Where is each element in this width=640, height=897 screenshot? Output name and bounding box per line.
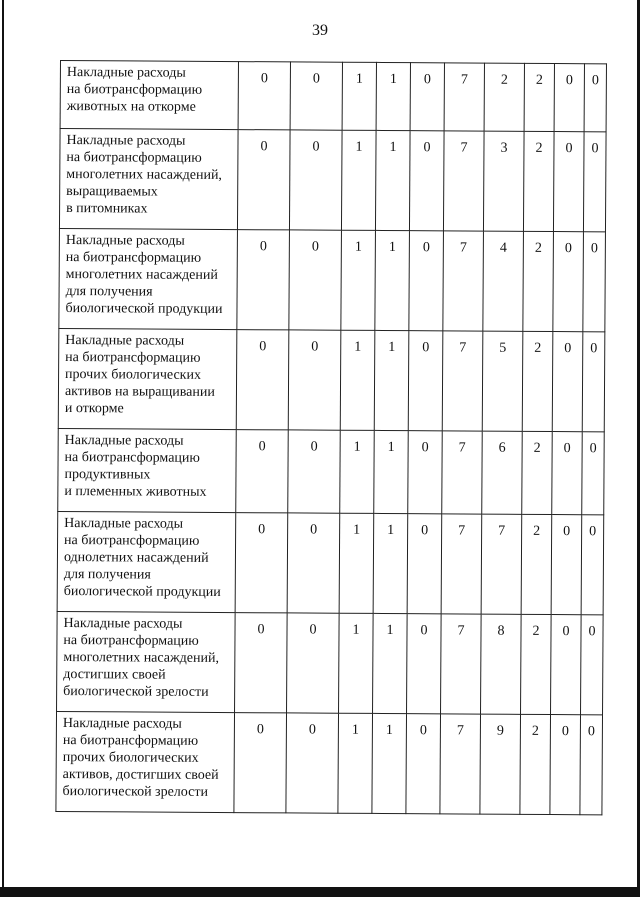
- row-label-line: активов на выращивании: [64, 384, 215, 400]
- code-digit: 1: [341, 230, 376, 330]
- row-label-line: животных на откорме: [66, 99, 196, 115]
- table-row: [59, 129, 606, 232]
- row-label-line: многолетних насаждений,: [63, 650, 220, 666]
- row-label-line: в питомниках: [66, 201, 148, 217]
- code-digit: 5: [482, 331, 523, 431]
- code-digit: 0: [580, 715, 603, 815]
- code-digit: 1: [373, 613, 408, 713]
- row-label: [57, 611, 236, 712]
- table-row: [58, 328, 605, 431]
- code-digit: 1: [340, 330, 375, 430]
- code-digit: 0: [553, 232, 584, 332]
- row-label-line: биологической продукции: [63, 584, 221, 600]
- code-digit: 1: [340, 430, 375, 513]
- row-label-line: на биотрансформацию: [64, 450, 200, 466]
- code-digit: 0: [237, 130, 290, 230]
- code-digit: 0: [236, 430, 289, 513]
- code-digit: 0: [407, 614, 442, 714]
- code-digit: 0: [582, 432, 605, 515]
- code-digit: 0: [581, 515, 604, 615]
- row-label-line: на биотрансформацию: [66, 82, 203, 98]
- code-digit: 7: [443, 231, 484, 331]
- row-label-line: достигших своей: [63, 667, 166, 683]
- code-digit: 0: [236, 330, 289, 430]
- code-digit: 1: [375, 230, 410, 330]
- code-digit: 0: [581, 615, 604, 715]
- code-digit: 8: [481, 614, 522, 714]
- code-digit: 1: [342, 62, 376, 130]
- code-digit: 7: [443, 131, 484, 231]
- code-digit: 1: [374, 330, 409, 430]
- code-digit: 4: [483, 231, 524, 331]
- code-digit: 7: [442, 331, 483, 431]
- row-label-line: биологической зрелости: [63, 684, 209, 700]
- code-digit: 7: [444, 63, 484, 131]
- row-label-line: активов, достигших своей: [62, 767, 219, 783]
- code-digit: 9: [480, 714, 521, 814]
- code-digit: 0: [551, 615, 582, 715]
- row-label-line: многолетних насаждений: [65, 267, 218, 283]
- code-digit: 2: [523, 131, 554, 231]
- row-label-line: на биотрансформацию: [65, 350, 201, 366]
- code-digit: 1: [372, 713, 407, 813]
- code-digit: 0: [237, 230, 290, 330]
- row-label-line: Накладные расходы: [66, 133, 186, 149]
- code-digit: 2: [520, 714, 551, 814]
- code-digit: 2: [522, 431, 553, 514]
- row-label-line: на биотрансформацию: [64, 533, 200, 549]
- code-digit: 1: [376, 62, 410, 130]
- account-code-table: [55, 60, 607, 815]
- code-digit: 0: [289, 130, 342, 230]
- code-digit: 0: [289, 230, 342, 330]
- code-digit: 0: [582, 332, 605, 432]
- row-label: [58, 428, 237, 512]
- code-digit: 7: [441, 614, 482, 714]
- row-label: [57, 511, 236, 612]
- code-digit: 0: [290, 62, 342, 130]
- row-label-line: на биотрансформацию: [65, 250, 202, 266]
- row-label-line: продуктивных: [64, 467, 151, 483]
- code-digit: 2: [523, 231, 554, 331]
- code-digit: 0: [410, 63, 444, 131]
- code-digit: 0: [551, 515, 582, 615]
- code-digit: 6: [482, 431, 523, 514]
- code-digit: 2: [521, 614, 552, 714]
- row-label-line: для получения: [63, 567, 151, 583]
- row-label-line: Накладные расходы: [66, 65, 186, 81]
- row-label: [59, 228, 238, 329]
- code-digit: 0: [584, 64, 606, 132]
- scan-border-bottom: [0, 887, 640, 897]
- code-digit: 0: [552, 432, 583, 515]
- row-label-line: и откорме: [64, 401, 124, 417]
- row-label-line: Накладные расходы: [64, 433, 184, 449]
- row-label-line: Накладные расходы: [65, 233, 185, 249]
- code-digit: 7: [441, 514, 482, 614]
- row-label-line: Накладные расходы: [62, 716, 182, 732]
- code-digit: 7: [481, 514, 522, 614]
- code-digit: 7: [440, 714, 481, 814]
- code-digit: 2: [484, 63, 524, 131]
- row-label-line: биологической зрелости: [62, 784, 209, 800]
- row-label-line: многолетних насаждений,: [66, 167, 222, 183]
- table-row: [59, 228, 606, 331]
- code-digit: 1: [339, 613, 374, 713]
- code-digit: 2: [524, 63, 554, 131]
- code-digit: 0: [554, 64, 584, 132]
- row-label-line: на биотрансформацию: [63, 633, 199, 649]
- code-digit: 0: [288, 330, 341, 430]
- scan-border-left: [2, 0, 4, 897]
- table-row: [60, 61, 606, 132]
- code-digit: 7: [442, 431, 483, 514]
- code-digit: 0: [406, 714, 441, 814]
- code-digit: 0: [288, 430, 341, 513]
- page-number: 39: [312, 22, 328, 39]
- table-row: [57, 511, 604, 614]
- row-label-line: прочих биологических: [65, 367, 202, 383]
- code-digit: 0: [553, 132, 584, 232]
- code-digit: 0: [550, 715, 581, 815]
- row-label: [59, 129, 238, 230]
- table-row: [57, 611, 604, 714]
- code-digit: 0: [287, 613, 340, 713]
- code-digit: 1: [375, 130, 410, 230]
- row-label-line: Накладные расходы: [63, 616, 183, 632]
- code-digit: 2: [521, 514, 552, 614]
- row-label-line: для получения: [65, 284, 153, 300]
- code-digit: 0: [234, 713, 287, 813]
- code-digit: 0: [407, 514, 442, 614]
- code-digit: 1: [339, 513, 374, 613]
- row-label: [60, 61, 238, 130]
- code-digit: 1: [338, 713, 373, 813]
- code-digit: 3: [483, 131, 524, 231]
- row-label-line: выращиваемых: [66, 184, 158, 200]
- row-label-line: Накладные расходы: [64, 516, 184, 532]
- code-digit: 0: [552, 332, 583, 432]
- code-digit: 0: [409, 131, 444, 231]
- code-digit: 0: [408, 431, 443, 514]
- code-digit: 0: [286, 713, 339, 813]
- table-row: [56, 711, 603, 814]
- row-label-line: Накладные расходы: [65, 333, 185, 349]
- row-label-line: биологической продукции: [65, 301, 223, 317]
- row-label-line: на биотрансформацию: [66, 150, 202, 166]
- code-digit: 1: [374, 430, 409, 513]
- code-digit: 1: [373, 513, 408, 613]
- code-digit: 0: [235, 513, 288, 613]
- row-label-line: однолетних насаждений: [63, 550, 209, 566]
- code-digit: 0: [408, 331, 443, 431]
- code-digit: 1: [341, 130, 376, 230]
- row-label-line: прочих биологических: [62, 750, 199, 766]
- code-digit: 2: [522, 331, 553, 431]
- code-digit: 0: [235, 613, 288, 713]
- code-digit: 0: [238, 62, 290, 130]
- code-digit: 0: [287, 513, 340, 613]
- code-digit: 0: [583, 132, 606, 232]
- row-label: [56, 711, 235, 812]
- code-digit: 0: [583, 232, 606, 332]
- row-label-line: и племенных животных: [64, 484, 207, 500]
- row-label-line: на биотрансформацию: [62, 733, 199, 749]
- table-row: [58, 428, 604, 514]
- row-label: [58, 328, 237, 429]
- code-digit: 0: [409, 231, 444, 331]
